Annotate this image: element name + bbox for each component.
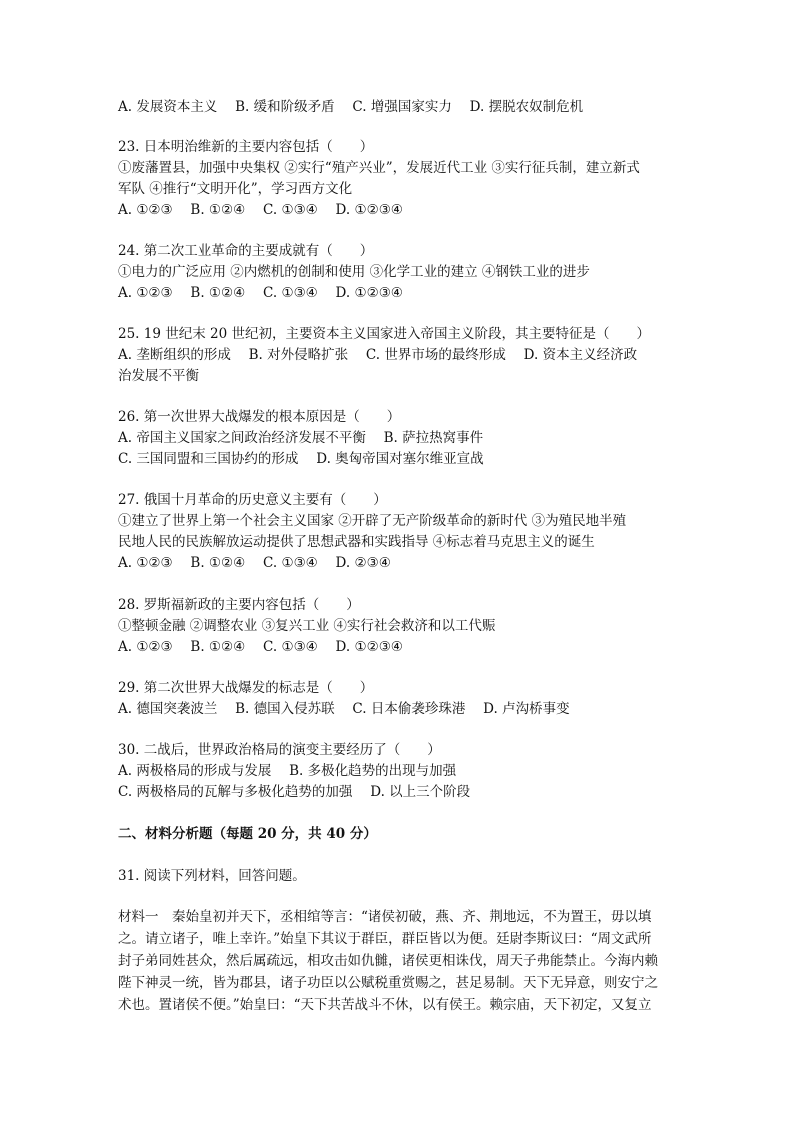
question-block <box>118 490 678 574</box>
question-line: A. ①②③ B. ①②④ C. ①③④ D. ②③④ <box>118 555 391 571</box>
question-stem: 25. 19 世纪末 20 世纪初，主要资本主义国家进入帝国主义阶段，其主要特征是（ ） <box>118 326 650 342</box>
material-line: 术也。置诸侯不便。”始皇曰：“天下共苦战斗不休，以有侯王。赖宗庙，天下初定，又复立 <box>118 997 652 1013</box>
question-line: A. 发展资本主义 B. 缓和阶级矛盾 C. 增强国家实力 D. 摆脱农奴制危机 <box>118 99 584 115</box>
question-line: ①电力的广泛应用 ②内燃机的创制和使用 ③化学工业的建立 ④钢铁工业的进步 <box>118 264 590 280</box>
question-line: A. 两极格局的形成与发展 B. 多极化趋势的出现与加强 <box>118 763 457 779</box>
question-stem: 24. 第二次工业革命的主要成就有（ ） <box>118 243 374 259</box>
question-line: 军队 ④推行“文明开化”，学习西方文化 <box>118 181 353 197</box>
question-line: ①建立了世界上第一个社会主义国家 ②开辟了无产阶级革命的新时代 ③为殖民地半殖 <box>118 513 627 529</box>
question-stem: 29. 第二次世界大战爆发的标志是（ ） <box>118 680 374 696</box>
question-stem: 30. 二战后，世界政治格局的演变主要经历了（ ） <box>118 742 441 758</box>
question-31-prompt: 31. 阅读下列材料，回答问题。 <box>118 868 306 884</box>
question-line: 治发展不平衡 <box>118 368 199 384</box>
question-31 <box>118 866 678 887</box>
question-line: A. ①②③ B. ①②④ C. ①③④ D. ①②③④ <box>118 285 403 301</box>
section-title: 二、材料分析题（每题 20 分，共 40 分） <box>118 826 377 842</box>
question-line: C. 两极格局的瓦解与多极化趋势的加强 D. 以上三个阶段 <box>118 784 471 800</box>
material-line: 封子弟同姓甚众，然后属疏远，相攻击如仇雠，诸侯更相诛伐，周天子弗能禁止。今海内赖 <box>118 953 658 969</box>
question-line: A. 垄断组织的形成 B. 对外侵略扩张 C. 世界市场的最终形成 D. 资本主义经济政 <box>118 347 638 363</box>
question-stem: 27. 俄国十月革命的历史意义主要有（ ） <box>118 492 387 508</box>
question-line: ①废藩置县，加强中央集权 ②实行“殖产兴业”，发展近代工业 ③实行征兵制，建立新式 <box>118 160 640 176</box>
question-stem: 26. 第一次世界大战爆发的根本原因是（ ） <box>118 409 401 425</box>
material-passage <box>118 906 678 1016</box>
question-line: 民地人民的民族解放运动提供了思想武器和实践指导 ④标志着马克思主义的诞生 <box>118 534 595 550</box>
question-block <box>118 324 678 387</box>
question-line: A. ①②③ B. ①②④ C. ①③④ D. ①②③④ <box>118 202 403 218</box>
question-line: A. 帝国主义国家之间政治经济发展不平衡 B. 萨拉热窝事件 <box>118 430 484 446</box>
question-block <box>118 97 678 118</box>
material-line: 材料一 秦始皇初并天下，丞相绾等言：“诸侯初破，燕、齐、荆地远，不为置王，毋以填 <box>118 909 652 925</box>
question-line: A. ①②③ B. ①②④ C. ①③④ D. ①②③④ <box>118 639 403 655</box>
question-block <box>118 241 678 304</box>
question-line: C. 三国同盟和三国协约的形成 D. 奥匈帝国对塞尔维亚宣战 <box>118 451 484 467</box>
section-heading <box>118 824 678 845</box>
question-stem: 23. 日本明治维新的主要内容包括（ ） <box>118 139 374 155</box>
question-line: ①整顿金融 ②调整农业 ③复兴工业 ④实行社会救济和以工代赈 <box>118 618 496 634</box>
material-line: 陛下神灵一统，皆为郡县，诸子功臣以公赋税重赏赐之，甚足易制。天下无异意，则安宁之 <box>118 975 658 991</box>
material-line: 之。请立诸子，唯上幸许。”始皇下其议于群臣，群臣皆以为便。廷尉李斯议曰：“周文武所 <box>118 931 652 947</box>
question-block <box>118 678 678 720</box>
question-block <box>118 137 678 221</box>
question-block <box>118 595 678 658</box>
question-line: A. 德国突袭波兰 B. 德国入侵苏联 C. 日本偷袭珍珠港 D. 卢沟桥事变 <box>118 701 570 717</box>
question-block <box>118 740 678 803</box>
question-stem: 28. 罗斯福新政的主要内容包括（ ） <box>118 597 360 613</box>
question-block <box>118 407 678 470</box>
